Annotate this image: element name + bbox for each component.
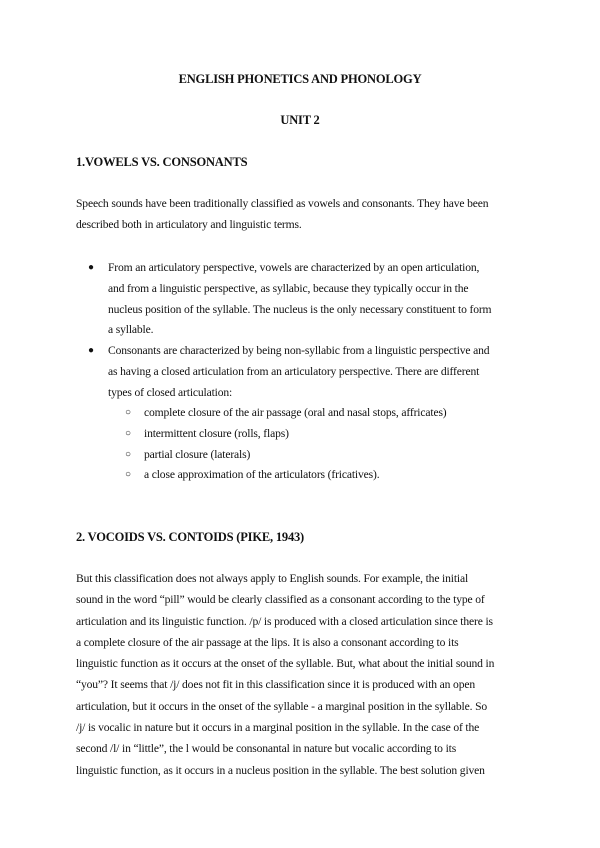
text-line: types of closed articulation: [108, 385, 233, 399]
text-line: linguistic function as it occurs at the onset of the syllable. But, what about the initial sound in [76, 657, 495, 671]
text-line: Speech sounds have been traditionally classified as vowels and consonants. They have been [76, 197, 489, 210]
bullet-icon: ● [88, 345, 94, 357]
text-line: as having a closed articulation from an articulatory perspective. There are different [108, 364, 480, 378]
circle-bullet-icon: ○ [125, 448, 131, 460]
bullet-item [76, 258, 536, 341]
text-line: and from a linguistic perspective, as syllabic, because they typically occur in the [108, 281, 469, 295]
text-line: /j/ is vocalic in nature but it occurs in a marginal position in the syllable. In the case of the [76, 721, 480, 735]
text-line: described both in articulatory and linguistic terms. [76, 218, 302, 231]
sub-bullet-item [76, 403, 536, 424]
text-line: “you”? It seems that /j/ does not fit in this classification since it is produced with an open [76, 678, 475, 692]
unit-label: UNIT 2 [280, 113, 320, 127]
text-line: But this classification does not always apply to English sounds. For example, the initial [76, 572, 469, 585]
circle-bullet-icon: ○ [125, 427, 131, 439]
circle-bullet-icon: ○ [125, 469, 131, 481]
bullet-icon: ● [88, 262, 94, 273]
text-line: complete closure of the air passage (oral and nasal stops, affricates) [144, 406, 447, 419]
text-line: sound in the word “pill” would be clearly classified as a consonant according to the type of [76, 593, 485, 607]
section2-heading: 2. VOCOIDS VS. CONTOIDS (PIKE, 1943) [76, 530, 305, 544]
section1-sub-list [76, 403, 536, 486]
sub-bullet-item [76, 424, 536, 445]
text-line: a syllable. [108, 323, 154, 337]
text-line: partial closure (laterals) [144, 447, 251, 461]
sub-bullet-item [76, 445, 536, 466]
text-line: intermittent closure (rolls, flaps) [144, 426, 289, 440]
text-line: articulation, but it occurs in the onset of the syllable - a marginal position in the syllable. So [76, 699, 488, 713]
text-line: second /l/ in “little”, the l would be consonantal in nature but vocalic according to its [76, 742, 457, 756]
section1-heading: 1.VOWELS VS. CONSONANTS [76, 155, 248, 169]
text-line: nucleus position of the syllable. The nucleus is the only necessary constituent to form [108, 302, 492, 316]
bullet-item [76, 341, 536, 403]
text-line: a close approximation of the articulators (fricatives). [144, 468, 380, 482]
document-title: ENGLISH PHONETICS AND PHONOLOGY [178, 72, 422, 86]
section2-body [76, 568, 526, 781]
circle-bullet-icon: ○ [125, 407, 131, 418]
text-line: From an articulatory perspective, vowels are characterized by an open articulation, [108, 261, 480, 274]
sub-bullet-item [76, 465, 536, 486]
section1-intro [76, 193, 526, 235]
text-line: linguistic function, as it occurs in a nucleus position in the syllable. The best solution given [76, 763, 485, 777]
section1-bullet-list [76, 258, 536, 404]
text-line: Consonants are characterized by being non-syllabic from a linguistic perspective and [108, 344, 490, 358]
text-line: a complete closure of the air passage at the lips. It is also a consonant according to its [76, 635, 459, 649]
text-line: articulation and its linguistic function. /p/ is produced with a closed articulation since there is [76, 614, 493, 628]
